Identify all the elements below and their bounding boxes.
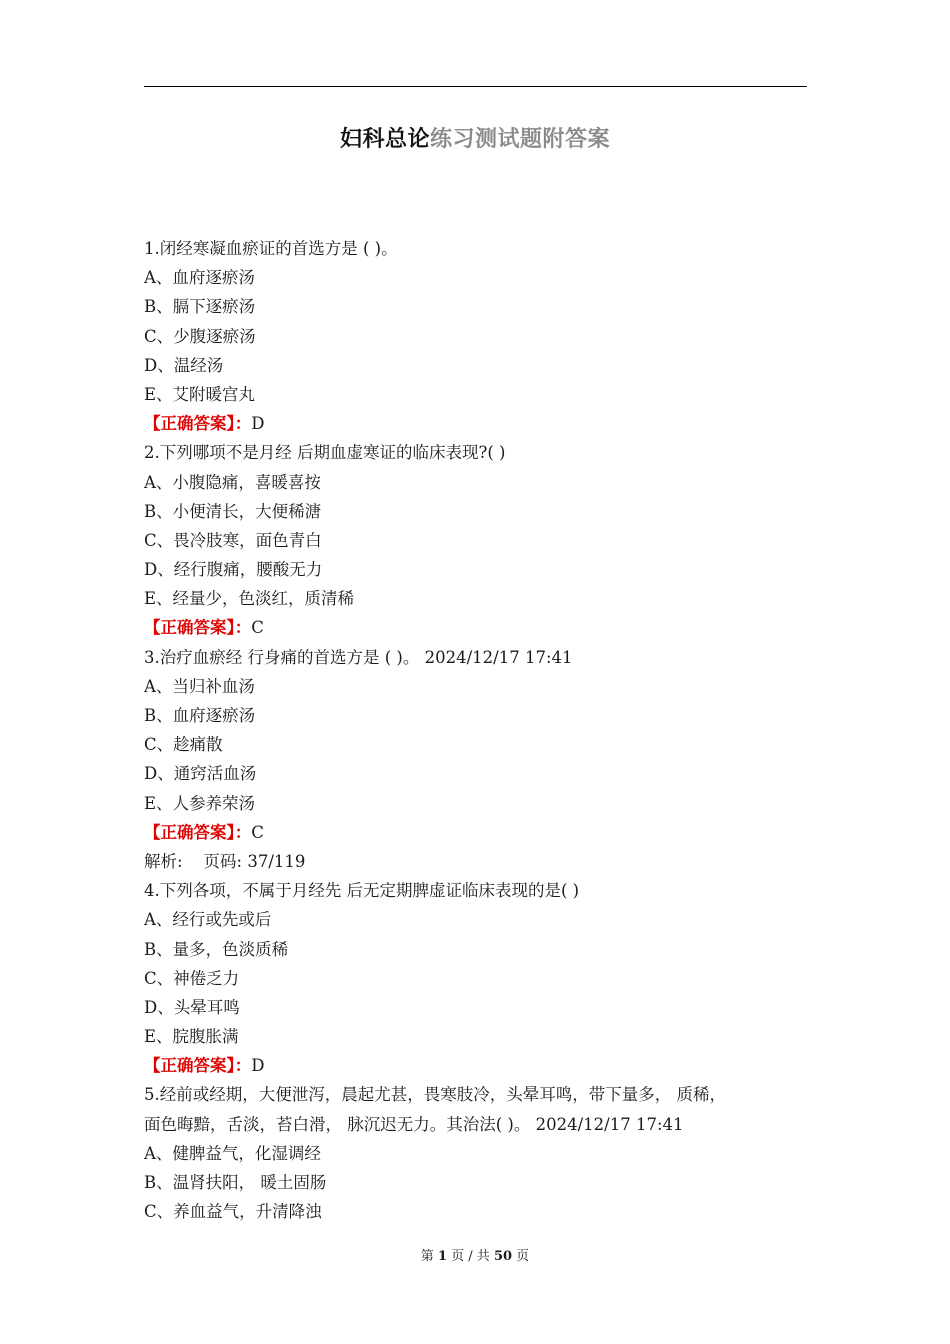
question-3-option-a: A、当归补血汤 [144,676,255,696]
total-page-count: 50 [493,1249,513,1264]
question-5-option-a: A、健脾益气，化湿调经 [144,1143,321,1163]
document-title [0,122,950,153]
question-2-answer [144,613,816,642]
question-1-option-b: B、膈下逐瘀汤 [144,297,256,317]
question-1-option-e: E、艾附暖宫丸 [144,384,256,404]
page-footer [0,1245,950,1264]
title-part-b: 练习测试题附答案 [430,127,611,152]
answer-label: 【正确答案】： [144,414,252,434]
question-4-answer [144,1051,816,1080]
header-rule [144,86,807,87]
question-4-option-a: A、经行或先或后 [144,910,272,930]
question-2-option-e: E、经量少，色淡红，质清稀 [144,589,355,609]
question-2-option-c: C、畏冷肢寒，面色青白 [144,530,322,550]
question-5-option-c: C、养血益气，升清降浊 [144,1202,322,1222]
footer-mid: 页 / 共 [451,1249,490,1264]
question-3-analysis: 解析: 页码: 37/119 [144,851,306,871]
question-1-option-d: D、温经汤 [144,355,224,375]
question-3-stem: 3.治疗血瘀经 行身痛的首选方是 ( )。 2024/12/17 17:41 [144,647,573,667]
question-3-option-b: B、血府逐瘀汤 [144,706,256,725]
title-part-a: 妇科总论 [339,127,430,152]
answer-label: 【正确答案】： [144,822,252,842]
answer-label: 【正确答案】： [144,618,252,638]
question-4-option-c: C、神倦乏力 [144,968,240,988]
question-2-option-b: B、小便清长，大便稀溏 [144,501,322,521]
question-1-option-a: A、血府逐瘀汤 [144,268,255,288]
question-1-answer [144,409,816,438]
question-4-option-d: D、头晕耳鸣 [144,997,240,1017]
question-5-option-b: B、温肾扶阳， 暖土固肠 [144,1173,327,1192]
question-2-stem: 2.下列哪项不是月经 后期血虚寒证的临床表现?( ) [144,443,506,463]
question-2-option-d: D、经行腹痛，腰酸无力 [144,560,323,580]
question-2-option-a: A、小腹隐痛，喜暖喜按 [144,472,321,492]
question-4-stem: 4.下列各项，不属于月经先 后无定期脾虚证临床表现的是( ) [144,881,580,901]
answer-value: D [251,414,265,434]
question-1-option-c: C、少腹逐瘀汤 [144,326,256,346]
question-4-option-b: B、量多，色淡质稀 [144,939,289,959]
question-list [144,234,816,1226]
answer-label: 【正确答案】： [144,1056,252,1076]
footer-prefix: 第 [420,1249,434,1264]
question-4-option-e: E、脘腹胀满 [144,1027,239,1047]
question-3-answer [144,818,816,847]
question-5-stem-line-2: 面色晦黯，舌淡，苔白滑， 脉沉迟无力。其治法( )。 2024/12/17 17:41 [144,1114,684,1134]
question-3-option-d: D、通窍活血汤 [144,764,257,784]
question-5-stem-line-1: 5.经前或经期，大便泄泻，晨起尤甚，畏寒肢冷，头晕耳鸣，带下量多， 质稀， [144,1085,726,1105]
current-page-number: 1 [437,1249,447,1264]
question-1-stem: 1.闭经寒凝血瘀证的首选方是 ( )。 [144,239,398,258]
question-3-option-c: C、趁痛散 [144,735,223,755]
answer-value: C [251,618,264,638]
question-3-option-e: E、人参养荣汤 [144,793,256,813]
footer-suffix: 页 [516,1249,530,1264]
answer-value: D [251,1056,265,1076]
answer-value: C [251,822,264,842]
